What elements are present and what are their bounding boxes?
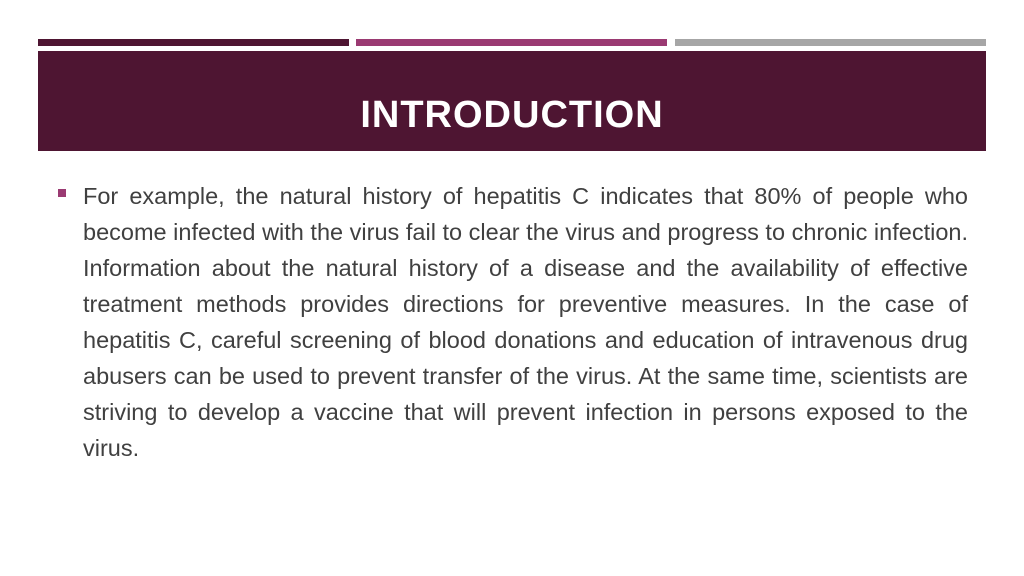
- title-band: [38, 51, 986, 151]
- slide-title: INTRODUCTION: [360, 93, 664, 136]
- square-bullet-icon: [58, 189, 66, 197]
- accent-bars: [38, 39, 986, 46]
- bullet-item: [58, 178, 968, 466]
- accent-bar-dark: [38, 39, 349, 46]
- accent-bar-magenta: [356, 39, 667, 46]
- bullet-text: For example, the natural history of hepatitis C indicates that 80% of people who become infected with the virus fail to clear the virus and progress to chronic infection. Information about the natural history of a disease and the availability of effective treatment methods provides directions for preventive measures. In the case of hepatitis C, careful screening of blood donations and education of intravenous drug abusers can be used to prevent transfer of the virus. At the same time, scientists are striving to develop a vaccine that will prevent infection in persons exposed to the virus.: [83, 183, 968, 461]
- accent-bar-gray: [675, 39, 986, 46]
